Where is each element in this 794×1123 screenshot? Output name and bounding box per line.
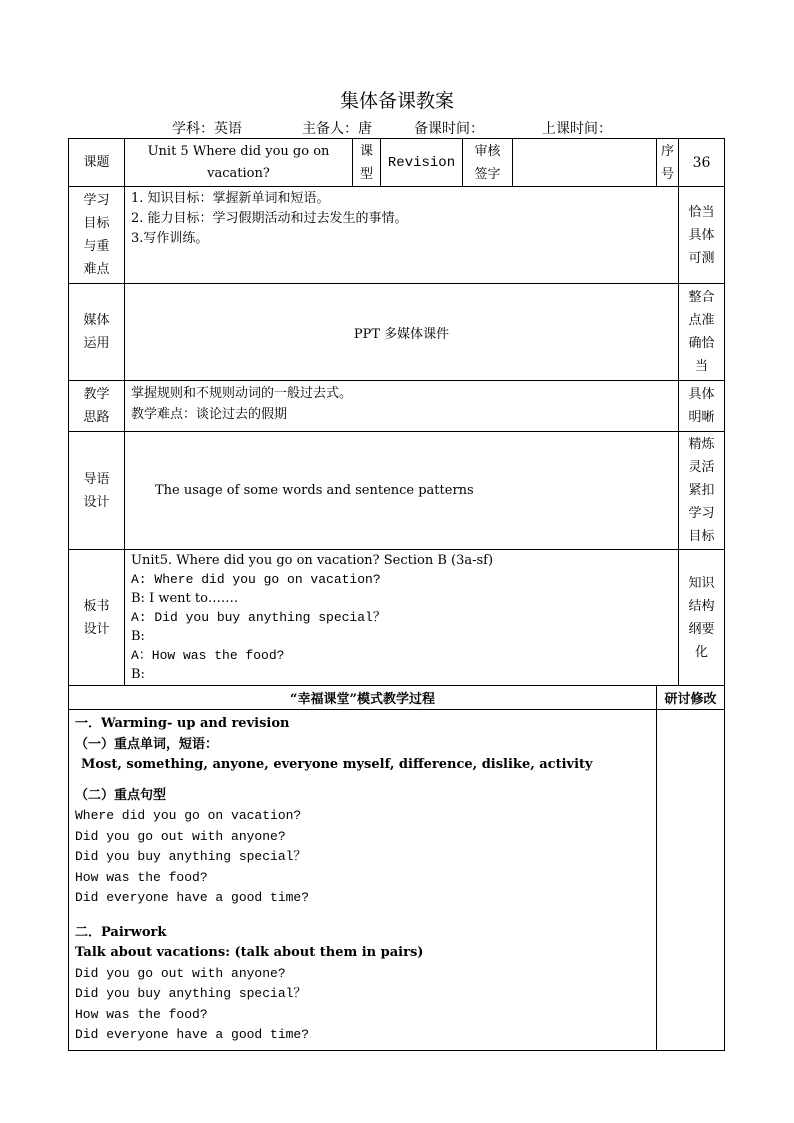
section1-subtitle-2: （二）重点句型 [75,787,167,803]
objectives-label-4: 难点 [83,262,110,277]
review-value [513,139,657,187]
board-label-2: 设计 [83,621,110,637]
intro-note [679,432,725,550]
board-content [125,550,679,686]
header-row [69,139,725,187]
board-line-3: B: I went to……. [131,591,239,606]
approach-label-1: 教学 [83,387,110,402]
board-line-7: B: [131,667,145,682]
objectives-label-1: 学习 [83,193,110,208]
board-note-2: 结构 [688,598,715,614]
objectives-label [69,187,125,284]
objective-line-3: 3.写作训练。 [131,231,209,246]
preparer-label: 主备人：唐 [302,121,372,137]
intro-label [69,432,125,550]
objectives-label-3: 与重 [83,239,110,254]
process-content [69,710,657,1051]
seq-label-1: 序 [660,143,674,159]
class-time-label: 上课时间： [542,121,612,137]
process-header-row [69,686,725,710]
page-title: 集体备课教案 [339,90,454,112]
topic-value [125,139,353,187]
intro-note-3: 紧扣 [688,483,715,498]
board-line-6: A：How was the food? [131,648,285,663]
seq-label-2: 号 [660,166,674,182]
intro-note-5: 目标 [688,529,715,544]
topic-line-2: vacation? [207,165,270,181]
objectives-row [69,187,725,284]
type-label [353,139,381,187]
seq-value: 36 [679,139,725,187]
section1-subtitle: （一）重点单词，短语： [75,736,219,752]
board-note-1: 知识 [688,575,715,591]
process-body-row [69,710,725,1051]
section1-sentence-1: Where did you go on vacation? [75,808,302,823]
objective-line-2: 2. 能力目标：学习假期活动和过去发生的事情。 [131,211,408,226]
board-line-4: A: Did you buy anything special？ [131,610,386,625]
section1-words: Most, something, anyone, everyone myself, difference, dislike, activity [81,757,593,772]
type-label-1: 课 [359,143,373,159]
board-line-1: Unit5. Where did you go on vacation? Section B (3a-sf) [131,553,494,568]
review-label-2: 签字 [474,166,501,182]
objectives-note-1: 恰当 [688,204,715,220]
objectives-note-3: 可测 [688,250,715,266]
intro-label-2: 设计 [83,494,110,510]
intro-label-1: 导语 [83,471,110,487]
board-note-4: 化 [694,644,708,660]
type-value: Revision [381,139,463,187]
approach-note-2: 明晰 [688,410,715,425]
type-label-2: 型 [359,166,373,182]
section1-title: 一．Warming- up and revision [75,716,290,731]
board-note [679,550,725,686]
section1-sentence-4: How was the food? [75,869,208,885]
approach-line-1: 掌握规则和不规则动词的一般过去式。 [131,386,353,401]
media-note [679,284,725,381]
section1-sentence-2: Did you go out with anyone? [75,828,286,844]
section2-sentence-1: Did you go out with anyone? [75,965,286,981]
board-line-5: B: [131,629,145,644]
media-note-1: 整合 [688,290,715,305]
media-label-2: 运用 [83,336,110,351]
subject-label: 学科：英语 [172,121,242,137]
board-note-3: 纲要 [688,621,715,637]
media-label-1: 媒体 [83,313,110,328]
approach-label [69,381,125,432]
objectives-note [679,187,725,284]
section2-intro: Talk about vacations: (talk about them in pairs) [75,945,424,960]
board-label [69,550,125,686]
lesson-plan-table [68,138,725,1051]
intro-note-1: 精炼 [688,437,715,452]
process-header: “幸福课堂”模式教学过程 [69,686,657,710]
objectives-content [125,187,679,284]
revise-column [657,710,725,1051]
section1-sentence-3: Did you buy anything special？ [75,849,307,864]
media-row [69,284,725,381]
board-row [69,550,725,686]
topic-line-1: Unit 5 Where did you go on [147,143,330,159]
intro-note-2: 灵活 [688,460,715,475]
section2-sentence-3: How was the food? [75,1006,208,1022]
revise-header: 研讨修改 [657,686,725,710]
topic-label: 课题 [69,139,125,187]
objectives-label-2: 目标 [83,216,110,231]
section1-sentence-5: Did everyone have a good time? [75,890,310,905]
media-note-4: 当 [694,359,708,374]
approach-note [679,381,725,432]
board-line-2: A: Where did you go on vacation? [131,572,381,587]
section2-sentence-4: Did everyone have a good time? [75,1027,310,1042]
approach-row [69,381,725,432]
approach-line-2: 教学难点：谈论过去的假期 [131,407,288,422]
seq-label [657,139,679,187]
review-label [463,139,513,187]
objective-line-1: 1. 知识目标：掌握新单词和短语。 [131,191,330,206]
intro-row [69,432,725,550]
review-label-1: 审核 [474,143,501,159]
media-note-3: 确恰 [688,336,715,351]
media-label [69,284,125,381]
approach-label-2: 思路 [83,410,110,425]
section2-title: 二．Pairwork [75,924,167,940]
media-note-2: 点准 [688,313,715,328]
prep-time-label: 备课时间： [414,121,484,137]
media-content: PPT 多媒体课件 [125,284,679,381]
intro-content: The usage of some words and sentence patterns [125,432,679,550]
approach-content [125,381,679,432]
intro-note-4: 学习 [688,506,715,521]
section2-sentence-2: Did you buy anything special？ [75,986,307,1001]
board-label-1: 板书 [83,598,110,614]
objectives-note-2: 具体 [688,227,715,243]
approach-note-1: 具体 [688,387,715,402]
